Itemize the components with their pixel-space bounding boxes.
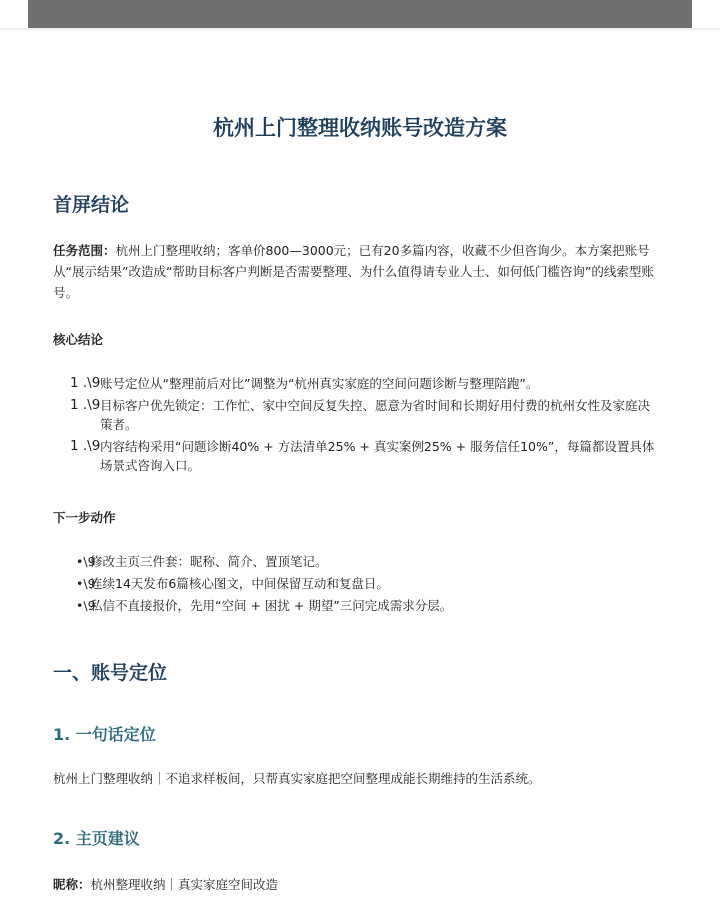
list-item-text: 目标客户优先锁定：工作忙、家中空间反复失控、愿意为省时间和长期好用付费的杭州女性及家庭决策者。 bbox=[100, 398, 651, 432]
scope-text: 杭州上门整理收纳；客单价800—3000元；已有20多篇内容，收藏不少但咨询少。本方案把账号从“展示结果”改造成“帮助目标客户判断是否需要整理、为什么值得请专业人士、如何低门槛咨询”的线索型账号。 bbox=[53, 243, 654, 300]
list-item bbox=[70, 374, 662, 393]
list-item-text: 内容结构采用“问题诊断40% + 方法清单25% + 真实案例25% + 服务信任10%”，每篇都设置具体场景式咨询入口。 bbox=[100, 439, 655, 473]
bullet-marker: •\9 bbox=[76, 554, 96, 569]
bullet-marker: •\9 bbox=[76, 576, 96, 591]
subheading-one-line-positioning: 1. 一句话定位 bbox=[53, 725, 156, 744]
list-item-text: 账号定位从“整理前后对比”调整为“杭州真实家庭的空间问题诊断与整理陪跑”。 bbox=[100, 376, 539, 391]
core-conclusion-label: 核心结论 bbox=[53, 332, 104, 347]
viewer-top-bar bbox=[28, 0, 692, 28]
nickname-label: 昵称： bbox=[53, 877, 91, 892]
document-title: 杭州上门整理收纳账号改造方案 bbox=[213, 116, 507, 140]
section-heading-positioning: 一、账号定位 bbox=[53, 662, 168, 684]
bullet-marker: •\9 bbox=[76, 598, 96, 613]
viewer-top-bar-shadow bbox=[0, 28, 720, 32]
scope-paragraph bbox=[53, 240, 665, 303]
next-steps-list bbox=[70, 552, 662, 618]
list-marker: 1 .\9 bbox=[70, 438, 101, 454]
list-item bbox=[70, 396, 662, 434]
list-item-text: 修改主页三件套：昵称、简介、置顶笔记。 bbox=[90, 554, 328, 569]
scope-label: 任务范围： bbox=[53, 243, 116, 258]
section-heading-summary: 首屏结论 bbox=[53, 194, 130, 216]
list-item bbox=[70, 574, 662, 593]
list-marker: 1 .\9 bbox=[70, 375, 101, 391]
list-item bbox=[70, 552, 662, 571]
positioning-paragraph: 杭州上门整理收纳｜不追求样板间，只帮真实家庭把空间整理成能长期维持的生活系统。 bbox=[53, 771, 541, 786]
next-steps-label: 下一步动作 bbox=[53, 510, 116, 525]
nickname-text: 杭州整理收纳｜真实家庭空间改造 bbox=[90, 877, 279, 892]
list-item-text: 私信不直接报价，先用“空间 + 困扰 + 期望”三问完成需求分层。 bbox=[90, 598, 453, 613]
subheading-homepage-suggestions: 2. 主页建议 bbox=[53, 829, 140, 848]
list-item bbox=[70, 596, 662, 615]
list-item bbox=[70, 437, 662, 475]
list-marker: 1 .\9 bbox=[70, 397, 101, 413]
nickname-paragraph bbox=[53, 874, 665, 895]
core-conclusion-list bbox=[70, 374, 662, 478]
list-item-text: 连续14天发布6篇核心图文，中间保留互动和复盘日。 bbox=[90, 576, 389, 591]
